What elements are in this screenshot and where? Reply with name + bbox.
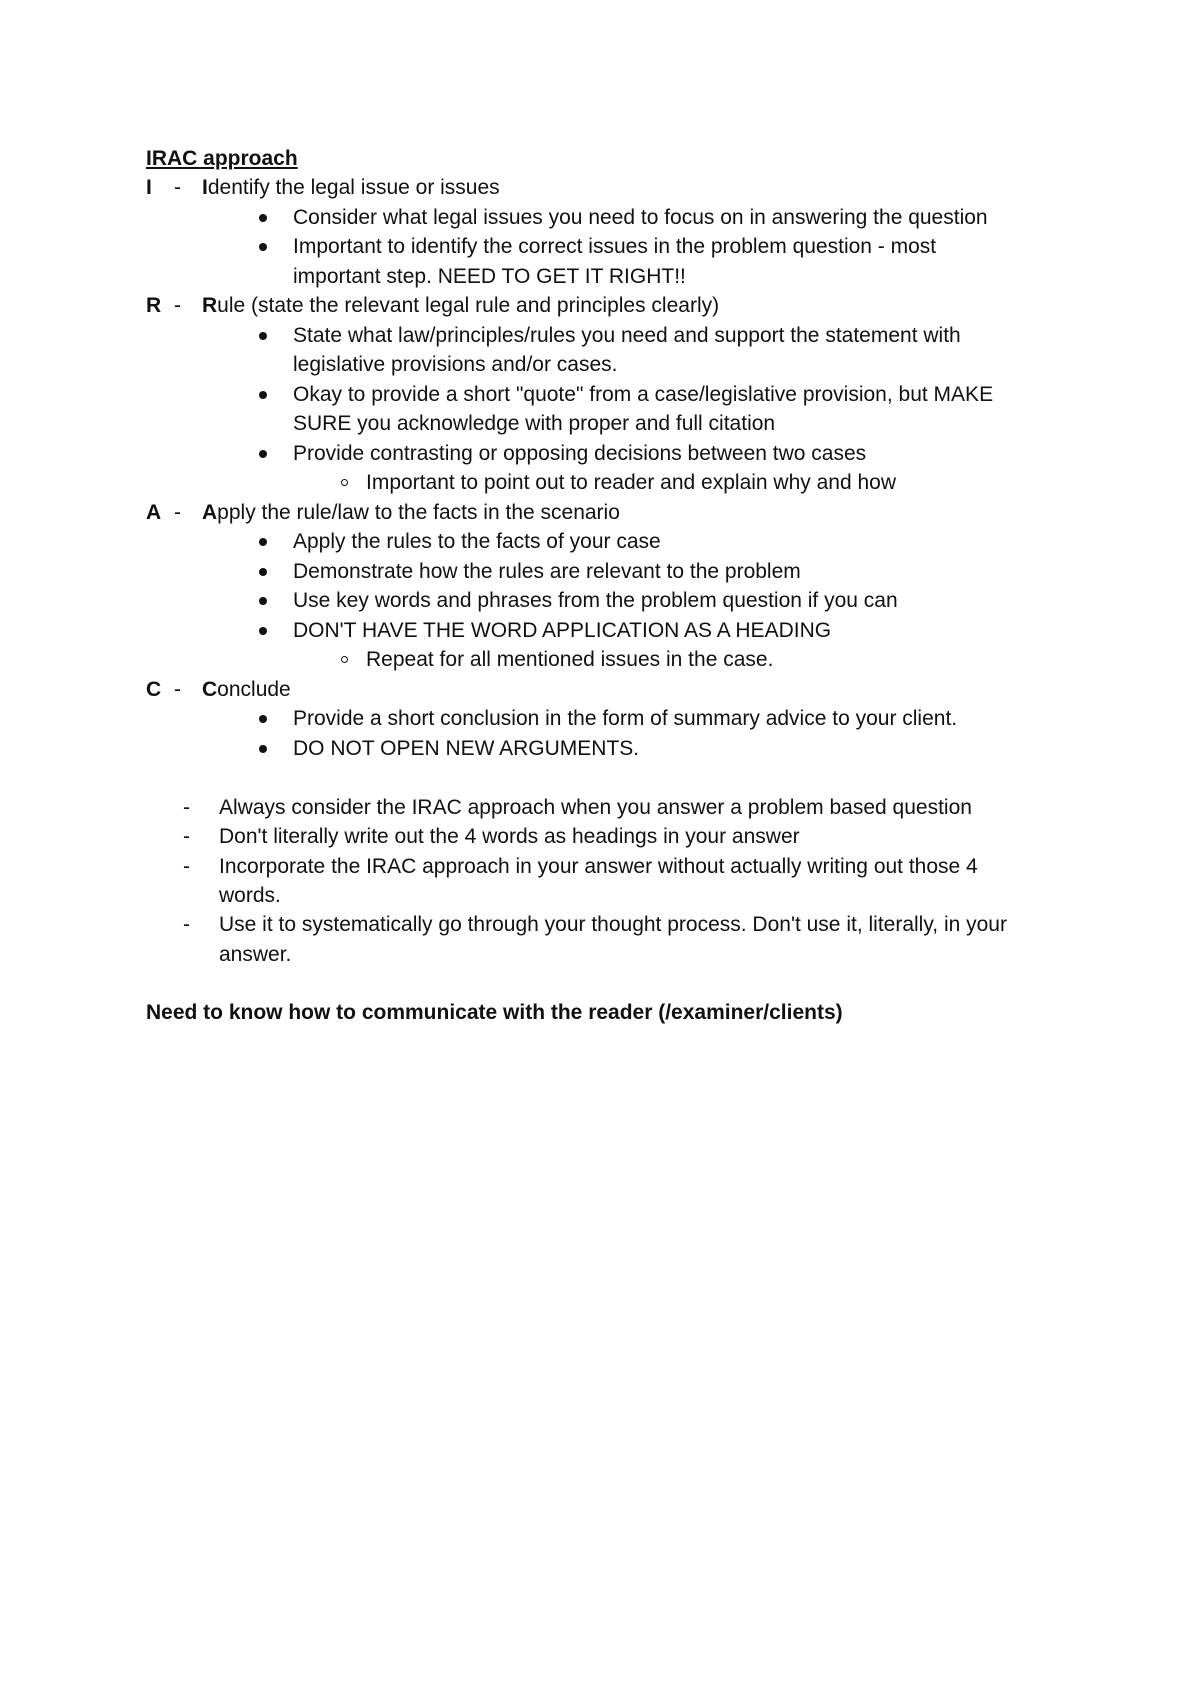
sub-list-item-text: Repeat for all mentioned issues in the case. (366, 648, 774, 671)
tip-text: words. (219, 883, 281, 907)
section-heading (202, 294, 719, 318)
footer-note: Need to know how to communicate with the reader (/examiner/clients) (146, 1001, 843, 1024)
tip-text: Don't literally write out the 4 words as headings in your answer (219, 825, 800, 849)
list-item-text: Provide contrasting or opposing decisions between two cases (293, 441, 867, 465)
dash-marker: - (183, 796, 190, 819)
list-item-text: DO NOT OPEN NEW ARGUMENTS. (293, 736, 640, 760)
circle-bullet-icon (341, 656, 348, 663)
section-heading-initial: A (202, 500, 218, 524)
section-heading-text: ule (state the relevant legal rule and principles clearly) (217, 294, 720, 317)
list-item-text: legislative provisions and/or cases. (293, 353, 618, 376)
list-item-text: Consider what legal issues you need to focus on in answering the question (293, 205, 988, 229)
tip-text: Use it to systematically go through your thought process. Don't use it, literally, in your (219, 913, 1007, 937)
list-item-text: important step. NEED TO GET IT RIGHT!! (293, 264, 686, 288)
section-heading-initial: I (202, 176, 208, 199)
list-item-text: Demonstrate how the rules are relevant to the problem (293, 559, 801, 583)
section-heading-text: onclude (217, 677, 291, 701)
bullet-icon (259, 450, 267, 458)
sub-list-item-text: Important to point out to reader and explain why and how (366, 471, 897, 494)
section-letter: R (146, 294, 162, 317)
list-item-text: SURE you acknowledge with proper and full citation (293, 412, 776, 435)
dash-marker: - (183, 913, 190, 937)
list-item-text: Use key words and phrases from the problem question if you can (293, 589, 898, 612)
tip-text: answer. (219, 942, 292, 966)
list-item-text: Provide a short conclusion in the form of summary advice to your client. (293, 707, 958, 730)
bullet-icon (259, 627, 267, 635)
section-dash: - (174, 294, 181, 317)
document-title: IRAC approach (146, 147, 298, 170)
bullet-icon (259, 332, 267, 340)
section-heading-initial: C (202, 677, 218, 701)
section-heading-text: dentify the legal issue or issues (207, 176, 500, 199)
tip-text: Always consider the IRAC approach when you answer a problem based question (219, 796, 972, 819)
section-dash: - (174, 500, 181, 524)
section-heading (202, 678, 291, 702)
section-heading (202, 176, 500, 200)
bullet-icon (259, 715, 267, 723)
section-heading (202, 501, 620, 525)
list-item-text: Apply the rules to the facts of your case (293, 530, 661, 553)
section-dash: - (174, 176, 181, 199)
section-dash: - (174, 677, 181, 701)
bullet-icon (259, 391, 267, 399)
list-item-text: State what law/principles/rules you need and support the statement with (293, 323, 961, 347)
list-item-text: Important to identify the correct issues in the problem question - most (293, 235, 937, 258)
section-heading-text: pply the rule/law to the facts in the scenario (217, 500, 620, 524)
circle-bullet-icon (341, 479, 348, 486)
section-letter: I (146, 176, 152, 199)
bullet-icon (259, 538, 267, 546)
list-item-text: DON'T HAVE THE WORD APPLICATION AS A HEADING (293, 618, 832, 642)
dash-marker: - (183, 854, 190, 878)
section-letter: A (146, 500, 162, 524)
bullet-icon (259, 214, 267, 222)
bullet-icon (259, 568, 267, 576)
section-letter: C (146, 677, 162, 701)
dash-marker: - (183, 825, 190, 849)
tip-text: Incorporate the IRAC approach in your answer without actually writing out those 4 (219, 854, 978, 878)
bullet-icon (259, 745, 267, 753)
section-heading-initial: R (202, 294, 218, 317)
bullet-icon (259, 597, 267, 605)
list-item-text: Okay to provide a short "quote" from a case/legislative provision, but MAKE (293, 382, 994, 406)
bullet-icon (259, 243, 267, 251)
